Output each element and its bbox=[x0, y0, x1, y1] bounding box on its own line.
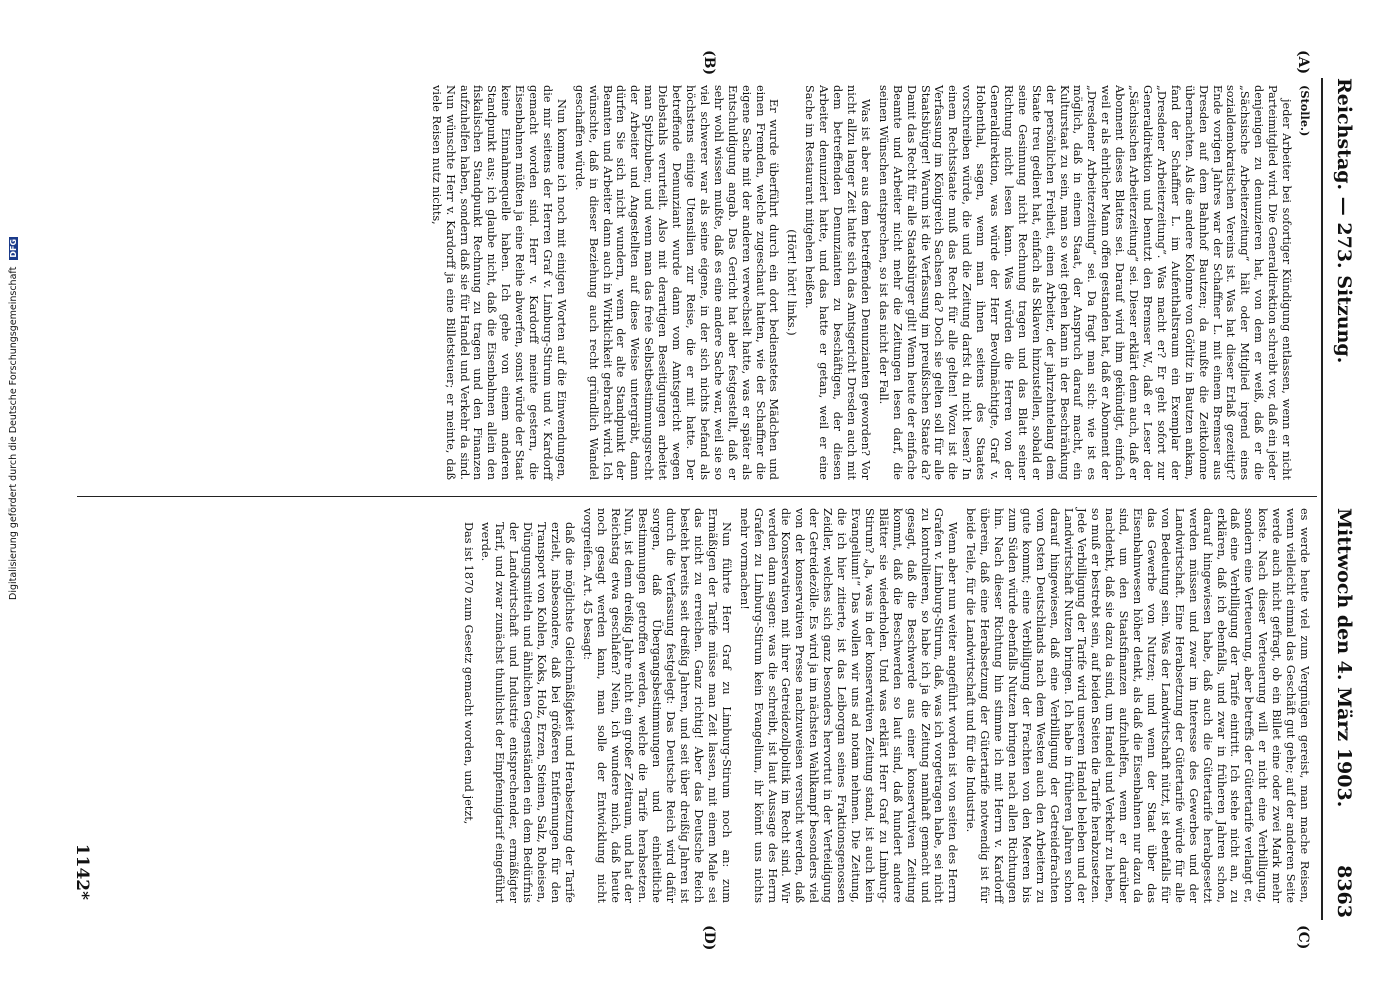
header-date: Mittwoch den 4. März 1903. bbox=[1333, 508, 1355, 808]
dfg-logo: DFG bbox=[9, 238, 18, 258]
closing-line: Das ist 1870 zum Gesetz gemacht worden, und jetzt, bbox=[461, 522, 475, 825]
digitization-credit bbox=[8, 237, 19, 600]
margin-letter-b: (B) bbox=[701, 50, 717, 76]
speaker-label: (Stolle.) bbox=[1298, 85, 1312, 137]
left-column bbox=[425, 85, 1311, 480]
left-paragraph: Was ist aber aus dem betreffenden Denunzianten geworden? Vor nicht allzu langer Zeit hatte sich das Amtsgericht Dresden auch mit dem betreffenden Denunzianten zu beschäftigen, der diesen Arbeiter denunziert hatte, und das hatte er getan, weil er eine Sache im Restaurant mitgehen heißen. bbox=[803, 85, 872, 480]
right-column bbox=[457, 508, 1311, 903]
margin-letter-d: (D) bbox=[701, 925, 717, 951]
header-session: Reichstag. — 273. Sitzung. bbox=[1333, 78, 1355, 364]
interjection-note: (Hört! hört! links.) bbox=[785, 229, 799, 336]
left-paragraph: jeder Arbeiter bei sofortiger Kündigung entlassen, wenn er nicht Parteimitglied wird. Die Generaldirektion schreibt vor, daß ein jeder denjenigen zu denunzieren hat, von dem er weiß, daß er die „Sächsische Arbeiterzeitung“ hält oder Mitglied irgend eines sozialdemokratischen Vereins ist. Was hat dieser Erlaß gezeitigt? Ende vorigen Jahres war der Schaffner L. mit einem Bremser aus Dresden auf dem Bahnhof Bautzen; da mußte die Zeitkolonne übernachten. Als die andere Kolonne von Görlitz in Bautzen ankam, fand der Schaffner L. im Aufenthaltsraum ein Exemplar der „Dresdener Arbeiterzeitung“. Was macht er? Er geht sofort zur Generaldirektion und benutzt den Bremser W., daß er Leser der „Sächsischen Arbeiterzeitung“ sei. Dieser erklärt denn auch, daß er Abonnent dieses Blattes sei. Darauf wird ihm gekündigt, einfach weil er als ehrlicher Mann offen gestanden hat, daß er Abonnent der „Dresdener Arbeiterzeitung“ sei. Da fragt man sich: wie ist es möglich, daß in einem Staat, der Anspruch darauf macht, ein Kulturstaat zu sein, man so weit gehen kann in der Beschränkung der persönlichen Freiheit, einen Arbeiter, der jahrzehntelang dem Staate treu gedient hat, einfach als Sklaven hinzustellen, sobald er seine Gesinnung nicht Rechnung tragen und das Blatt seiner Richtung nicht lesen kann. Was würden die Herren von der Generaldirektion, was würde der Herr Bevollmächtigte, Graf v. Hohenthal, sagen, wenn man ihnen seitens des Staates vorschreiben würde, die und die Zeitung darfst du nicht lesen? In einem Rechtsstaate muß das Recht für alle gelten! Wozu ist die Verfassung im Königreich Sachsen da? Doch sie gelten soll für alle Staatsbürger! Warum ist die Verfassung im preußischen Staate da? Damit das Recht für alle Staatsbürger gilt! Wenn heute der einfache Beamte und Arbeiter nicht mehr die Zeitungen lesen darf, die seinen Wünschen entsprechen, so ist das nicht der Fall. bbox=[876, 85, 1294, 480]
column-divider bbox=[77, 496, 1317, 497]
credit-text: Digitalisierung gefördert durch die Deutsche Forschungsgemeinschaft bbox=[8, 266, 19, 600]
page-header bbox=[1325, 78, 1359, 918]
left-paragraph: Er wurde überführt durch ein dort bedienstetes Mädchen und einen Fremden, welche zugeschaut hatten, wie der Schaffner die eigene Sache mit der anderen verwechselt hatte, was er später als Entschuldigung angab. Das Gericht hat aber festgestellt, daß er sehr wohl wissen mußte, daß es eine andere Sache war, weil sie so viel schwerer war als seine eigene, in der sich nichts befand als höchstens einige Utensilien zur Reise, die er mit hatte. Der betreffende Denunziant wurde dann vom Amtsgericht wegen Diebstahls verurteilt. Also mit derartigen Beseitigungen arbeitet man Spitzbuben; und wenn man das freie Selbstbestimmungsrecht der Arbeiter und Angestellten auf diese Weise untergräbt, dann dürfen Sie sich nicht wundern, wenn der alte Standpunkt der Beamten und Arbeiter dann auch in Wirklichkeit gebracht wird. Ich wünschte, daß in dieser Beziehung auch recht gründlich Wandel geschaffen würde. bbox=[572, 85, 781, 480]
margin-letter-c: (C) bbox=[1295, 925, 1311, 950]
page-footer-number: 1142* bbox=[72, 843, 92, 900]
header-page-number: 8363 bbox=[1333, 865, 1355, 918]
margin-letter-a: (A) bbox=[1295, 50, 1311, 75]
right-paragraph: Wenn aber nun weiter angeführt worden ist von seiten des Herrn Grafen v. Limburg-Stirum, daß, was ich vorgetragen habe, sei nicht zu kontrollieren, so habe ich ja die Zeitung namhaft gemacht und gesagt, daß die Beschwerde aus einer konservativen Zeitung kommt, daß die Beschwerden so laut sind, daß hundert andere Blätter sie wiederholen. Und was erklärt Herr Graf zu Limburg-Stirum? „Ja, was in der konservativen Zeitung stand, ist auch kein Evangelium!“ Das wollen wir uns ad notam nehmen. Die Zeitung, die ich hier zitierte, ist das Leiborgan seines Fraktionsgenossen Zeidler, welches sich ganz besonders hervortut in der Verteidigung der Getreidezölle. Es wird ja im nächsten Wahlkampf besonders viel von der konservativen Presse nachzuweisen versucht werden, daß die Konservativen mit ihrer Getreidezollpolitik im Recht sind. Wir werden dann sagen: was die schreibt, ist laut Aussage des Herrn Grafen zu Limburg-Stirum kein Evangelium, ihr könnt uns nichts mehr vormachen! bbox=[737, 508, 960, 903]
right-paragraph: Nun führte Herr Graf zu Limburg-Stirum noch an: zum Ermäßigen der Tarife müsse man Zeit lassen, mit einem Male sei das nicht zu erreichen. Ganz richtig! Aber das Deutsche Reich besteht bereits seit dreißig Jahren, und seit über dreißig Jahren ist durch die Verfassung festgelegt: Das Deutsche Reich wird dafür sorgen, daß Übergangsbestimmungen und einheitliche Bestimmungen getroffen werden, welche die Tarife herabsetzen. Nun, ist denn dreißig Jahre nicht ein großer Zeitraum, und hat der Reichstag etwa geschlafen? Nein, ich wundere mich, daß heute noch gesagt werden kann, man solle der Entwicklung nicht vorgreifen. Art. 45 besagt: bbox=[580, 508, 733, 903]
law-quote: daß die möglichste Gleichmäßigkeit und Herabsetzung der Tarife erzielt, insbesondere, daß bei größeren Entfernungen für den Transport von Kohlen, Koks, Holz, Erzen, Steinen, Salz, Roheisen, Düngungsmitteln und ähnlichen Gegenständen ein dem Bedürfnis der Landwirtschaft und Industrie entsprechender, ermäßigter Tarif, und zwar zunächst thunlichst der Einpfennigtarif eingeführt werde. bbox=[479, 522, 576, 903]
header-rule bbox=[1321, 78, 1323, 920]
left-paragraph: Nun komme ich noch mit einigen Worten auf die Einwendungen, die mir seitens der Herren Graf v. Limburg-Stirum und v. Kardorff gemacht worden sind. Herr v. Kardorff meinte gestern, die Eisenbahnen müßten ja eine Reihe abwerfen, sonst würde der Staat keine Einnahmequelle haben. Ich gehe von einem anderen Standpunkt aus; ich glaube nicht, daß die Eisenbahnen allein den fiskalischen Standpunkt Rechnung zu tragen und den Finanzen aufzuhelfen haben, sondern daß sie für Handel und Verkehr da sind. Nun wünschte Herr v. Kardorff ja eine Billetsteuer; er meinte, daß viele Reisen nutz nichts, bbox=[429, 85, 568, 480]
right-paragraph: es werde heute viel zum Vergnügen gereist, man mache Reisen, wenn vielleicht einmal das Geschäft gut gehe; auf der anderen Seite werde auch nicht gefragt, ob ein Billet eine oder zwei Mark mehr koste. Nach dieser Verteuerung will er nicht eine Verbilligung, sondern eine Verteuerung, aber betreffs der Gütertarife verlangt er, daß eine Verbilligung der Tarife eintritt. Ich stehe nicht an, zu erklären, daß ich ebenfalls, und zwar in früheren Jahren schon, darauf hingewiesen habe, daß auch die Gütertarife herabgesetzt werden müssen und zwar im Interesse des Gewerbes und der Landwirtschaft. Eine Herabsetzung der Gütertarife würde für alle von Bedeutung sein. Was der Landwirtschaft nützt, ist ebenfalls für das Gewerbe von Nutzen; und wenn der Staat über das Eisenbahnwesen höher denkt, als daß die Eisenbahnen nur dazu da sind, um den Staatsfinanzen aufzuhelfen, wenn er darüber nachdenkt, daß sie dazu da sind, um Handel und Verkehr zu heben, so muß er bestrebt sein, auf beiden Seiten die Tarife herabzusetzen. Jede Verbilligung der Tarife wird unserem Handel beleben und der Landwirtschaft Nutzen bringen. Ich habe in früheren Jahren schon darauf hingewiesen, daß eine Verbilligung der Getreidefrachten vom Osten Deutschlands nach dem Westen auch den Arbeitern zu gute kommt; eine Verbilligung der Frachten von den Meeren bis zum Süden würde ebenfalls Nutzen bringen nach allen Richtungen hin. Nach dieser Richtung hin stimme ich mit Herrn v. Kardorff überein, daß eine Herabsetzung der Gütertarife notwendig ist für beide Teile, für die Landwirtschaft und für die Industrie. bbox=[964, 508, 1311, 903]
